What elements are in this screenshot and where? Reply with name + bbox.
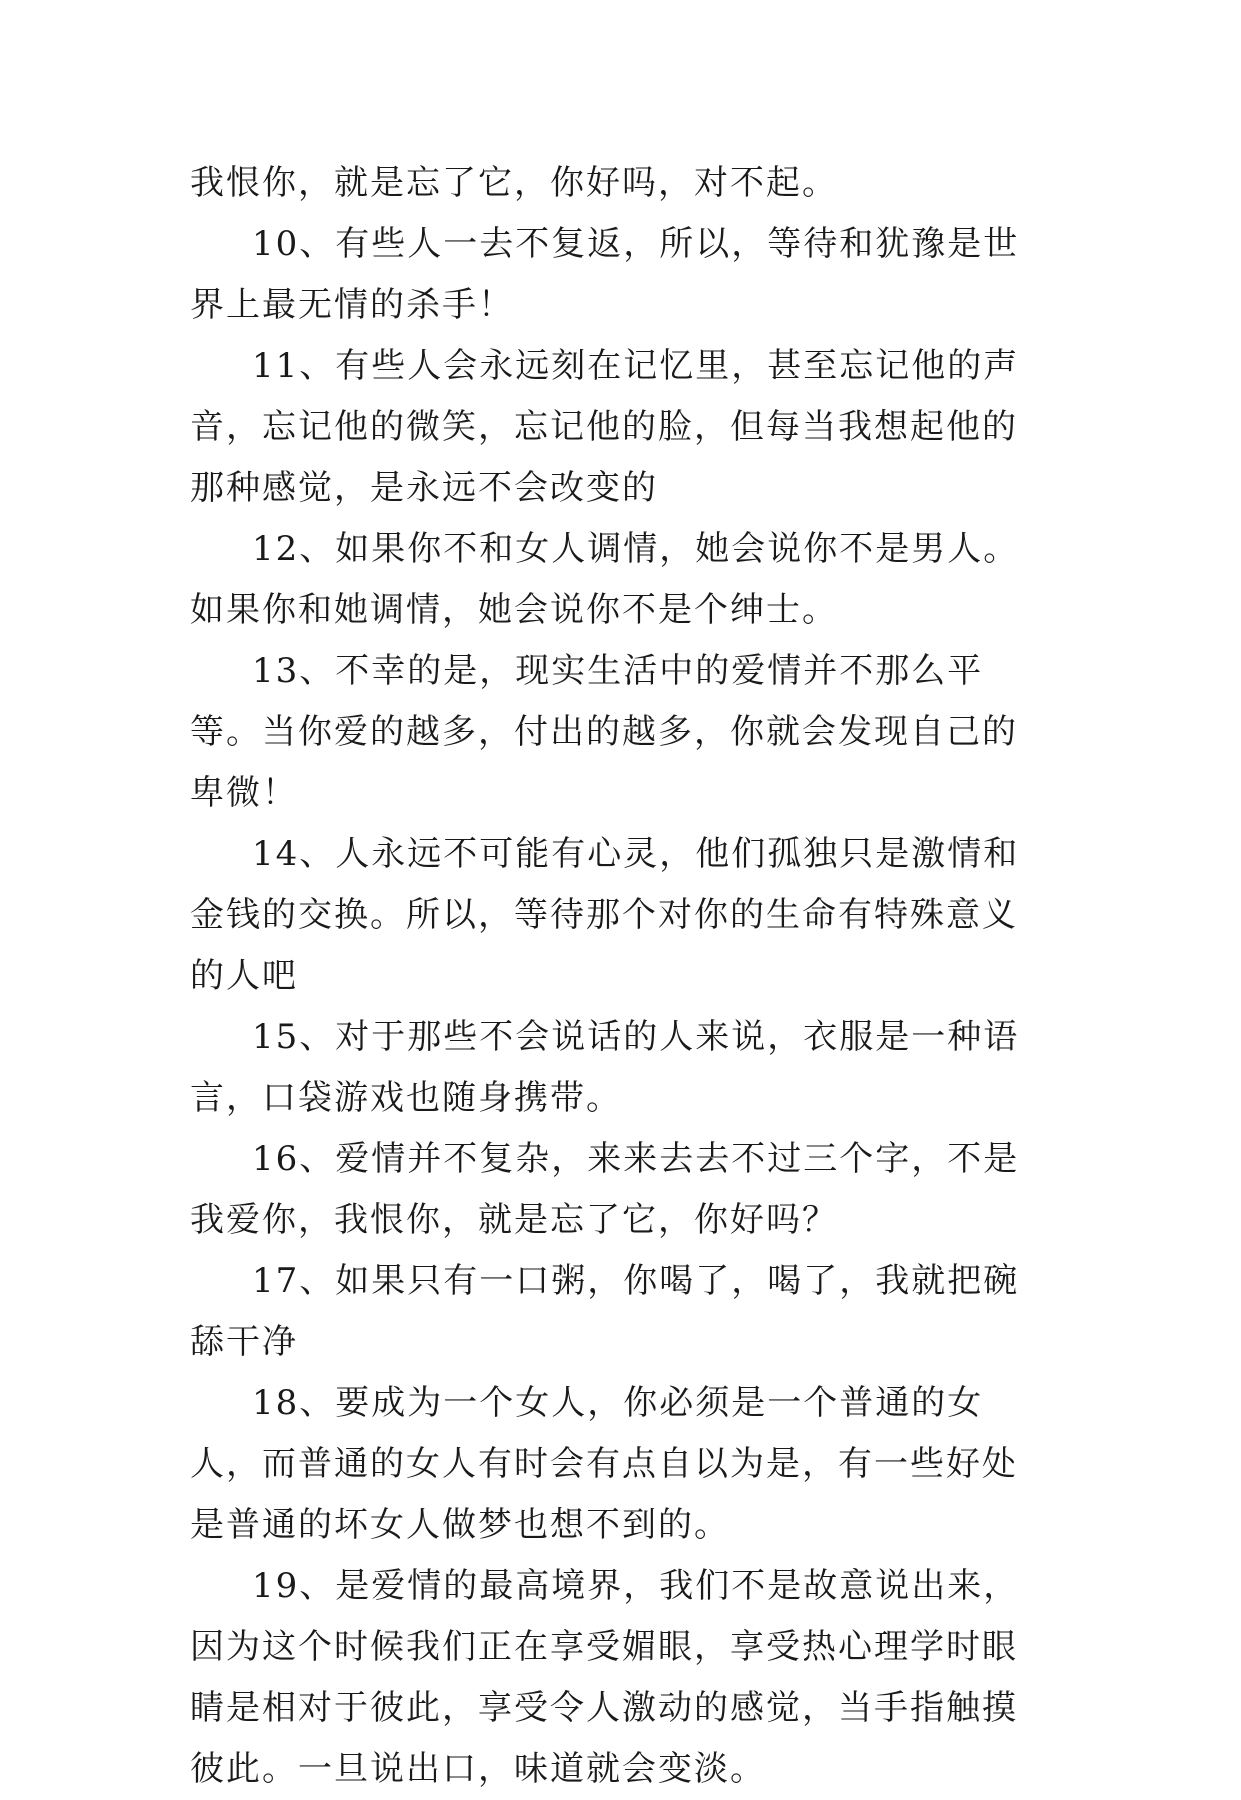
paragraph-item-14: 14、人永远不可能有心灵，他们孤独只是激情和金钱的交换。所以，等待那个对你的生命有特殊意义的人吧 (190, 834, 1020, 996)
document-body (190, 153, 1050, 1800)
paragraph-item-17: 17、如果只有一口粥，你喝了，喝了，我就把碗舔干净 (190, 1261, 1020, 1362)
paragraph-item-19: 19、是爱情的最高境界，我们不是故意说出来，因为这个时候我们正在享受媚眼，享受热心理学时眼睛是相对于彼此，享受令人激动的感觉，当手指触摸彼此。一旦说出口，味道就会变淡。 (190, 1566, 1020, 1789)
paragraph-continuation: 我恨你，就是忘了它，你好吗，对不起。 (190, 163, 838, 203)
paragraph-item-18: 18、要成为一个女人，你必须是一个普通的女人，而普通的女人有时会有点自以为是，有一些好处是普通的坏女人做梦也想不到的。 (190, 1383, 1018, 1545)
paragraph-item-10: 10、有些人一去不复返，所以，等待和犹豫是世界上最无情的杀手！ (190, 224, 1020, 325)
paragraph-item-16: 16、爱情并不复杂，来来去去不过三个字，不是我爱你，我恨你，就是忘了它，你好吗？ (190, 1139, 1020, 1240)
paragraph-item-13: 13、不幸的是，现实生活中的爱情并不那么平等。当你爱的越多，付出的越多，你就会发现自己的卑微！ (190, 651, 1018, 813)
paragraph-item-15: 15、对于那些不会说话的人来说，衣服是一种语言，口袋游戏也随身携带。 (190, 1017, 1020, 1118)
paragraph-item-12: 12、如果你不和女人调情，她会说你不是男人。如果你和她调情，她会说你不是个绅士。 (190, 529, 1020, 630)
paragraph-item-11: 11、有些人会永远刻在记忆里，甚至忘记他的声音，忘记他的微笑，忘记他的脸，但每当我想起他的那种感觉，是永远不会改变的 (190, 346, 1020, 508)
